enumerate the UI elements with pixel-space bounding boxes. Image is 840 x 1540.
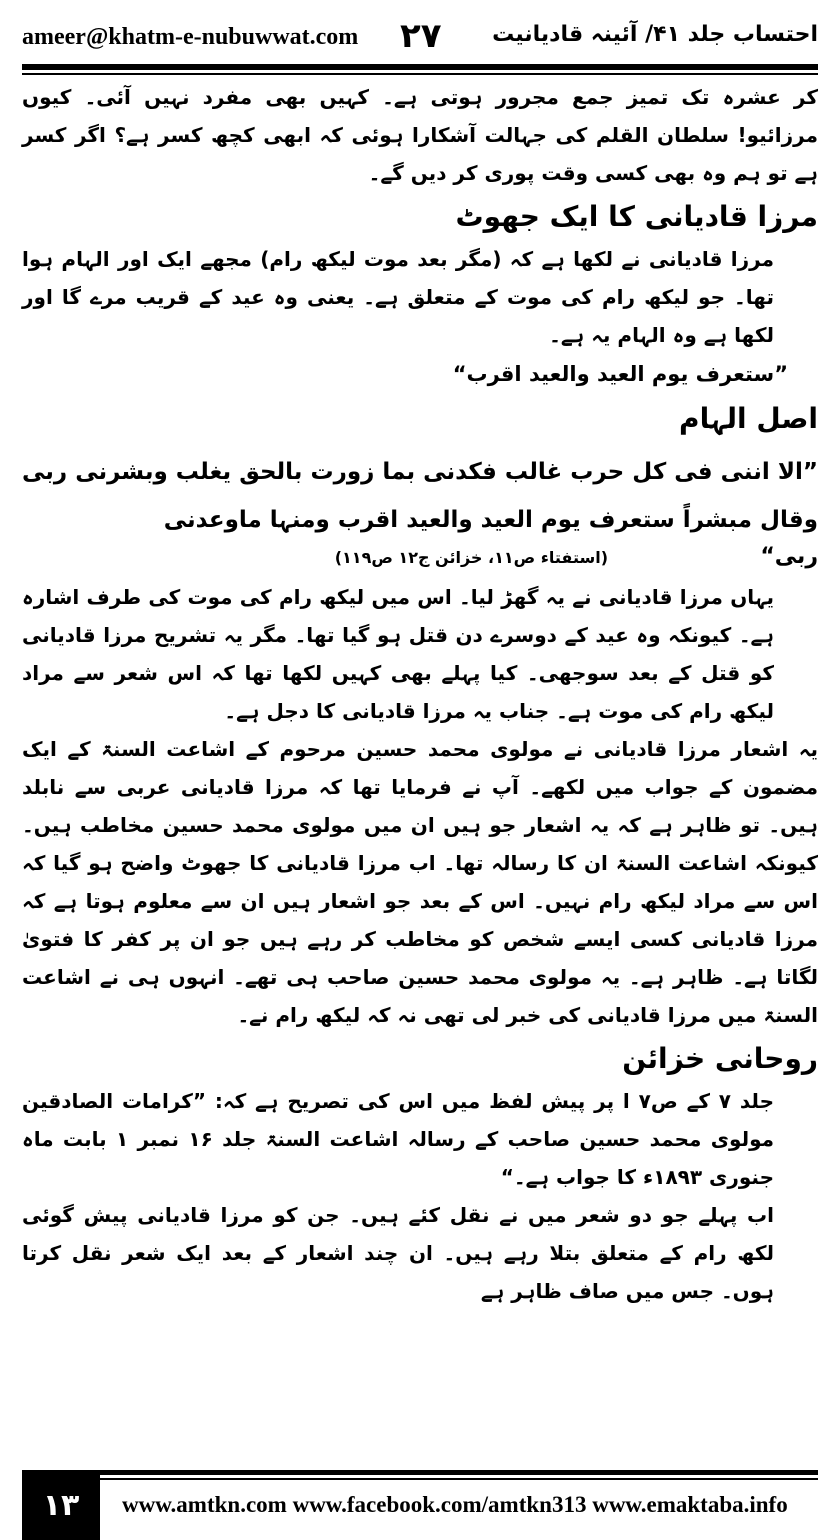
page-header xyxy=(22,16,818,64)
heading-ruhani-khazain: روحانی خزائن xyxy=(622,1042,818,1075)
verse-tail: ربی“ xyxy=(760,544,818,569)
header-email: ameer@khatm-e-nubuwwat.com xyxy=(22,24,359,50)
paragraph-explanation: یہاں مرزا قادیانی نے یہ گھڑ لیا۔ اس میں لیکھ رام کی موت کی طرف اشارہ ہے۔ کیونکہ وہ عید کے دوسرے دن قتل ہو گیا تھا۔ مگر یہ تشریح مرزا قادیانی کو قتل کے بعد سوجھی۔ کیا پہلے بھی کہیں لکھا تھا کہ اس شعر سے مراد لیکھ رام کی موت ہے۔ جناب یہ مرزا قادیانی کا دجل ہے۔ xyxy=(22,585,774,723)
citation-reference: (استفتاء ص۱۱، خزائن ج۱۲ ص۱۱۹) xyxy=(334,548,608,567)
header-rule-thick xyxy=(22,64,818,70)
page-content xyxy=(22,78,818,1462)
paragraph-preface: جلد ۷ کے ص۷ ا پر پیش لفظ میں اس کی تصریح ہے کہ: ”کرامات الصادقین مولوی محمد حسین صاحب کے رسالہ اشاعت السنۃ جلد ۱۶ نمبر ۱ بابت ماہ جنوری ۱۸۹۳ء کا جواب ہے۔“ xyxy=(22,1089,774,1189)
footer-rule-thin xyxy=(22,1478,818,1480)
footer-websites: www.amtkn.com www.facebook.com/amtkn313 www.emaktaba.info xyxy=(122,1492,788,1517)
page-footer xyxy=(22,1470,818,1540)
paragraph-intro: کر عشرہ تک تمیز جمع مجرور ہوتی ہے۔ کہیں بھی مفرد نہیں آئی۔ کیوں مرزائیو! سلطان القلم کی جہالت آشکارا ہوئی کہ ابھی کچھ کسر ہے؟ اگر کسر ہے تو ہم وہ بھی کسی وقت پوری کر دیں گے۔ xyxy=(22,85,818,185)
paragraph-ilham: مرزا قادیانی نے لکھا ہے کہ (مگر بعد موت لیکھ رام) مجھے ایک اور الہام ہوا تھا۔ جو لیکھ رام کی موت کے متعلق ہے۔ یعنی وہ عید کے قریب مرے گا اور لکھا ہے وہ الہام یہ ہے۔ xyxy=(22,247,774,347)
header-book-title: احتساب جلد ۴۱/ آئینہ قادیانیت xyxy=(492,22,818,47)
quote-ilham: ”ستعرف یوم العید والعید اقرب“ xyxy=(452,362,788,386)
verse-reference-line xyxy=(22,544,818,578)
paragraph-continuation: اب پہلے جو دو شعر میں نے نقل کئے ہیں۔ جن کو مرزا قادیانی پیش گوئی لکھ رام کے متعلق بتلا رہے ہیں۔ ان چند اشعار کے بعد ایک شعر نقل کرتا ہوں۔ جس میں صاف ظاہر ہے xyxy=(22,1203,774,1303)
arabic-verse: ”الا اننی فی کل حرب غالب فکدنی بما زورت بالحق یغلب وبشرنی ربی وقال مبشراً ستعرف یوم العید والعید اقرب ومنہا ماوعدنی xyxy=(22,459,818,533)
footer-rule-thick xyxy=(22,1470,818,1475)
header-page-number: ۲۷ xyxy=(400,16,442,56)
header-rule-thin xyxy=(22,73,818,75)
paragraph-verses-context: یہ اشعار مرزا قادیانی نے مولوی محمد حسین مرحوم کے اشاعت السنۃ کے ایک مضمون کے جواب میں لکھے۔ آپ نے فرمایا تھا کہ مرزا قادیانی عربی سے نابلد ہیں۔ تو ظاہر ہے کہ یہ اشعار جو ہیں ان میں مولوی محمد حسین مخاطب ہیں۔ کیونکہ اشاعت السنۃ ان کا رسالہ تھا۔ اب مرزا قادیانی کا جھوٹ واضح ہو گیا کہ اس سے مراد لیکھ رام نہیں۔ اس کے بعد جو اشعار ہیں ان سے معلوم ہوتا ہے کہ مرزا قادیانی کسی ایسے شخص کو مخاطب کر رہے ہیں جو ان پر کفر کا فتویٰ لگاتا ہے۔ ظاہر ہے۔ یہ مولوی محمد حسین صاحب ہی تھے۔ انہوں ہی نے اشاعت السنۃ میں مرزا قادیانی کی خبر لی تھی نہ کہ لیکھ رام نے۔ xyxy=(22,737,818,1027)
heading-mirza-lie: مرزا قادیانی کا ایک جھوٹ xyxy=(455,200,818,233)
heading-original-ilham: اصل الہام xyxy=(679,402,818,435)
footer-page-number: ۱۳ xyxy=(22,1470,100,1540)
